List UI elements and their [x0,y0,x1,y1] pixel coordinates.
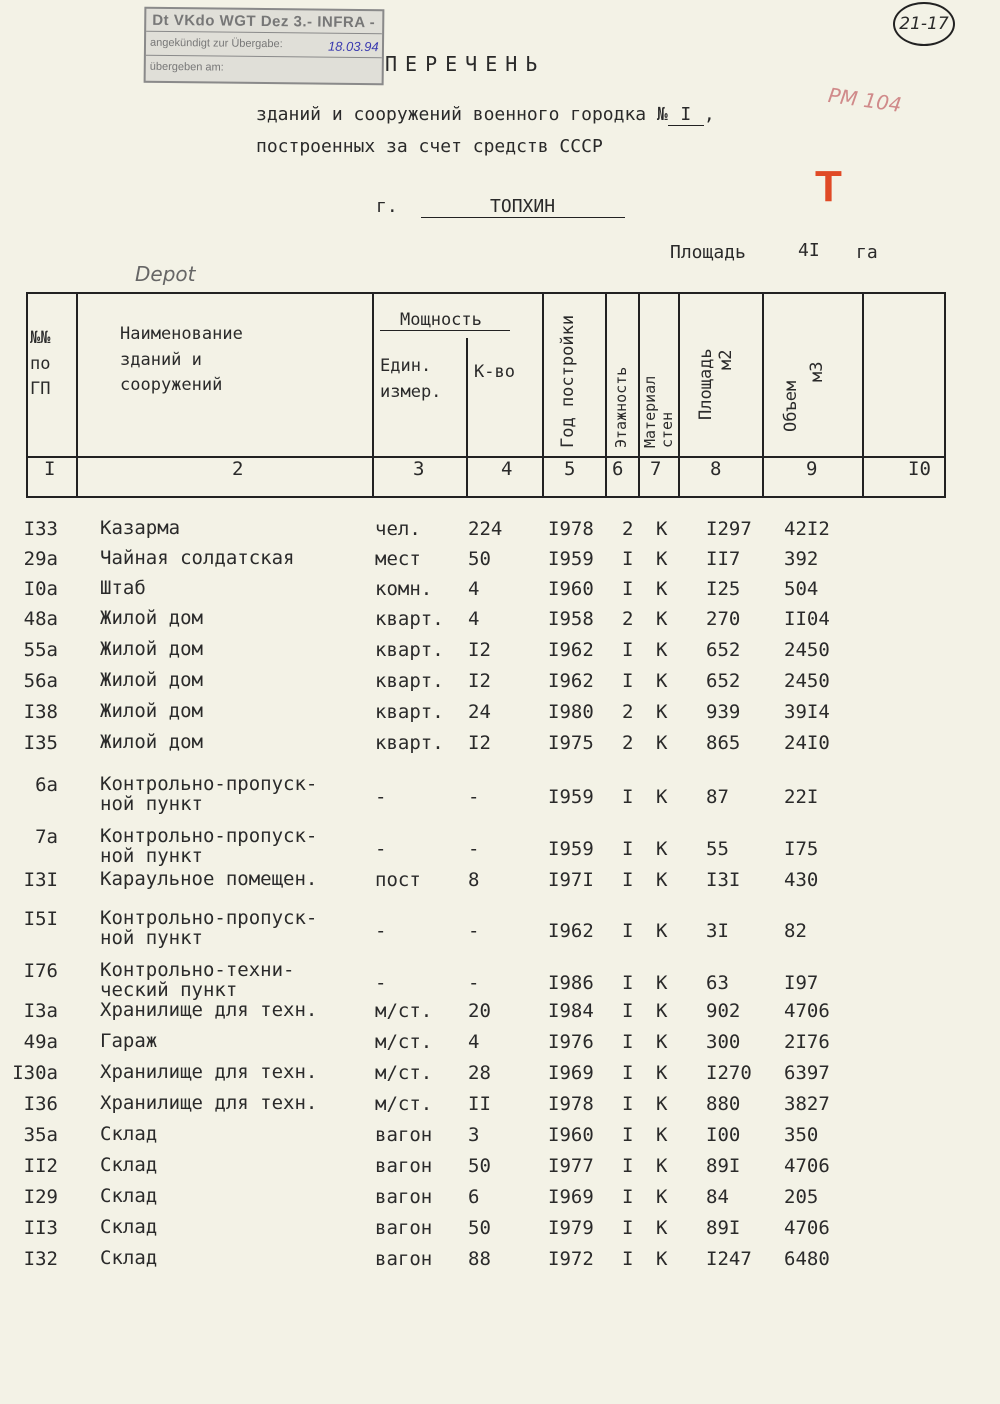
header-area-1: Площадь [696,348,716,420]
col-number: I [44,458,56,480]
cell-gp: 7а [35,826,58,848]
cell-area: I297 [706,518,752,540]
cell-material: К [656,838,668,860]
cell-gp: I30а [12,1062,58,1084]
cell-qty: 28 [468,1062,491,1084]
cell-qty: 6 [468,1186,480,1208]
cell-qty: 3 [468,1124,480,1146]
cell-name: Гараж [100,1030,158,1052]
cell-material: К [656,1000,668,1022]
cell-year: I969 [548,1186,594,1208]
cell-volume: 2450 [784,639,830,661]
cell-area: I270 [706,1062,752,1084]
cell-year: I980 [548,701,594,723]
cell-floors: I [622,838,634,860]
cell-name: Жилой дом [100,607,203,629]
cell-volume: 205 [784,1186,819,1208]
cell-area: 865 [706,732,741,754]
cell-unit: - [375,786,387,808]
document-title: ПЕРЕЧЕНЬ [385,52,546,76]
cell-name: Хранилище для техн. [100,1092,318,1114]
cell-unit: - [375,920,387,942]
cell-area: 3I [706,920,729,942]
cell-year: I984 [548,1000,594,1022]
cell-material: К [656,670,668,692]
cell-floors: I [622,1124,634,1146]
cell-gp: I38 [23,701,58,723]
cell-area: 89I [706,1217,741,1239]
area-value: 4I [798,240,820,261]
cell-volume: 6397 [784,1062,830,1084]
cell-area: I25 [706,578,741,600]
cell-gp: II3 [23,1217,58,1239]
cell-year: I97I [548,869,594,891]
cell-qty: 224 [468,518,503,540]
cell-material: К [656,518,668,540]
cell-volume: 3827 [784,1093,830,1115]
cell-qty: - [468,972,480,994]
col-number: 6 [612,458,624,480]
pencil-note: PM 104 [826,82,904,118]
cell-year: I960 [548,578,594,600]
cell-unit: мест [375,548,421,570]
header-qty: К-во [474,362,515,382]
cell-unit: м/ст. [375,1062,433,1084]
cell-area: 89I [706,1155,741,1177]
cell-unit: кварт. [375,732,444,754]
header-unit-1: Един. [380,356,432,376]
cell-unit: кварт. [375,639,444,661]
cell-unit: м/ст. [375,1000,433,1022]
cell-name: Жилой дом [100,731,203,753]
cell-unit: - [375,838,387,860]
cell-unit: вагон [375,1217,433,1239]
city-prefix: г. [376,196,398,217]
cell-unit: вагон [375,1248,433,1270]
cell-area: 63 [706,972,729,994]
cell-area: 939 [706,701,741,723]
cell-floors: 2 [622,518,634,540]
cell-qty: I2 [468,732,491,754]
cell-floors: I [622,548,634,570]
cell-material: К [656,548,668,570]
archive-stamp [144,7,385,86]
cell-area: 270 [706,608,741,630]
header-wall [642,376,676,448]
cell-qty: 24 [468,701,491,723]
area-unit: га [856,242,878,263]
cell-area: 652 [706,639,741,661]
cell-gp: I0а [23,578,58,600]
cell-unit: комн. [375,578,433,600]
page-number: 21-17 [893,2,955,46]
cell-year: I978 [548,518,594,540]
cell-floors: I [622,1000,634,1022]
cell-material: К [656,732,668,754]
cell-floors: 2 [622,701,634,723]
cell-unit: вагон [375,1155,433,1177]
cell-qty: - [468,786,480,808]
cell-name: Караульное помещен. [100,868,318,890]
cell-name: Контрольно-пропуск- ной пункт [100,907,318,949]
header-volume-1: Объем [781,380,801,432]
cell-name: Чайная солдатская [100,547,295,569]
cell-year: I962 [548,920,594,942]
cell-unit: - [375,972,387,994]
cell-qty: 4 [468,608,480,630]
cell-volume: 6480 [784,1248,830,1270]
cell-area: 652 [706,670,741,692]
cell-gp: 35а [23,1124,58,1146]
col-number: 9 [806,458,818,480]
cell-floors: I [622,1217,634,1239]
header-capacity: Мощность [400,310,482,330]
cell-area: 902 [706,1000,741,1022]
cell-material: К [656,608,668,630]
cell-qty: 4 [468,578,480,600]
cell-unit: кварт. [375,701,444,723]
cell-unit: вагон [375,1186,433,1208]
cell-name: Хранилище для техн. [100,1061,318,1083]
cell-name: Жилой дом [100,669,203,691]
cell-name: Склад [100,1216,158,1238]
cell-name: Склад [100,1154,158,1176]
cell-gp: 48а [23,608,58,630]
cell-floors: I [622,869,634,891]
cell-floors: I [622,1062,634,1084]
header-area [696,348,736,420]
cell-unit: кварт. [375,670,444,692]
col-number: 4 [501,458,513,480]
cell-qty: 50 [468,548,491,570]
cell-gp: I33 [23,518,58,540]
cell-year: I972 [548,1248,594,1270]
cell-area: 300 [706,1031,741,1053]
cell-qty: 50 [468,1217,491,1239]
cell-qty: II [468,1093,491,1115]
cell-volume: I75 [784,838,819,860]
cell-year: I959 [548,548,594,570]
cell-gp: 6а [35,774,58,796]
cell-volume: 504 [784,578,819,600]
cell-area: I00 [706,1124,741,1146]
cell-volume: 430 [784,869,819,891]
cell-gp: I76 [23,960,58,982]
header-volume-2: м3 [807,361,827,382]
cell-volume: 350 [784,1124,819,1146]
cell-year: I960 [548,1124,594,1146]
header-wall-1: Материал [641,375,659,448]
col-number: 3 [413,458,425,480]
cell-qty: I2 [468,639,491,661]
cell-area: II7 [706,548,741,570]
cell-area: 87 [706,786,729,808]
cell-material: К [656,1248,668,1270]
cell-unit: пост [375,869,421,891]
cell-name: Контрольно-техни- ческий пункт [100,959,295,1001]
col-number: 7 [650,458,662,480]
cell-volume: 4706 [784,1155,830,1177]
header-unit [380,354,441,405]
cell-unit: м/ст. [375,1031,433,1053]
city-line [376,196,625,218]
cell-name: Контрольно-пропуск- ной пункт [100,825,318,867]
cell-year: I958 [548,608,594,630]
col-number: I0 [908,458,931,480]
cell-year: I959 [548,786,594,808]
cell-material: К [656,701,668,723]
cell-gp: I32 [23,1248,58,1270]
area-label: Площадь [670,242,746,263]
cell-unit: кварт. [375,608,444,630]
cell-material: К [656,1217,668,1239]
cell-qty: 88 [468,1248,491,1270]
cell-name: Жилой дом [100,700,203,722]
cell-material: К [656,786,668,808]
cell-name: Штаб [100,577,146,599]
stamp-line2-label: angekündigt zur Übergabe: [149,36,283,51]
header-name-1: Наименование [120,324,243,344]
cell-qty: 4 [468,1031,480,1053]
cell-gp: I3I [23,869,58,891]
cell-material: К [656,639,668,661]
cell-floors: I [622,639,634,661]
cell-floors: I [622,1031,634,1053]
cell-qty: 8 [468,869,480,891]
garrison-number: I [668,104,704,126]
cell-gp: 55а [23,639,58,661]
cell-volume: 82 [784,920,807,942]
header-area-2: м2 [716,349,736,370]
cell-area: I247 [706,1248,752,1270]
cell-material: К [656,869,668,891]
stamp-line3-label: übergeben am: [149,60,224,74]
subtitle-text: зданий и сооружений военного городка № [256,104,668,125]
cell-name: Склад [100,1185,158,1207]
cell-year: I962 [548,639,594,661]
cell-area: 55 [706,838,729,860]
cell-material: К [656,578,668,600]
cell-material: К [656,1186,668,1208]
header-num [30,326,50,403]
cell-year: I969 [548,1062,594,1084]
cell-qty: 20 [468,1000,491,1022]
cell-qty: - [468,838,480,860]
cell-unit: вагон [375,1124,433,1146]
cell-area: I3I [706,869,741,891]
cell-floors: I [622,1248,634,1270]
cell-name: Контрольно-пропуск- ной пункт [100,773,318,815]
cell-material: К [656,1093,668,1115]
cell-floors: 2 [622,608,634,630]
header-floors: Этажность [612,366,630,448]
cell-material: К [656,1062,668,1084]
handwritten-note: Depot [135,262,196,286]
header-num-1: №№ [30,328,51,348]
cell-area: 880 [706,1093,741,1115]
cell-floors: I [622,920,634,942]
cell-area: 84 [706,1186,729,1208]
city-name: ТОПХИН [421,196,625,218]
cell-volume: 2I76 [784,1031,830,1053]
cell-floors: I [622,972,634,994]
cell-volume: 24I0 [784,732,830,754]
header-unit-2: измер. [380,381,442,402]
cell-volume: 2450 [784,670,830,692]
cell-qty: 50 [468,1155,491,1177]
header-num-2: по [30,353,51,374]
stamp-line1: Dt VKdo WGT Dez 3.- INFRA - [152,11,376,32]
cell-qty: I2 [468,670,491,692]
cell-floors: I [622,670,634,692]
cell-name: Склад [100,1247,158,1269]
cell-gp: II2 [23,1155,58,1177]
cell-material: К [656,1031,668,1053]
cell-unit: м/ст. [375,1093,433,1115]
cell-qty: - [468,920,480,942]
header-wall-2: стен [658,411,676,448]
cell-gp: I29 [23,1186,58,1208]
cell-gp: I3а [23,1000,58,1022]
cell-gp: I35 [23,732,58,754]
stamp-line2-value: 18.03.94 [327,38,379,55]
header-name-2: зданий и [120,349,202,370]
red-mark: T [815,162,842,211]
cell-volume: 39I4 [784,701,830,723]
cell-volume: 42I2 [784,518,830,540]
cell-year: I978 [548,1093,594,1115]
cell-floors: I [622,1186,634,1208]
cell-year: I962 [548,670,594,692]
cell-gp: 49а [23,1031,58,1053]
cell-gp: I36 [23,1093,58,1115]
cell-floors: I [622,1155,634,1177]
cell-floors: I [622,786,634,808]
header-num-3: ГП [30,379,51,399]
header-year: Год постройки [558,314,578,448]
cell-name: Склад [100,1123,158,1145]
cell-volume: 4706 [784,1000,830,1022]
cell-material: К [656,1155,668,1177]
cell-volume: I97 [784,972,819,994]
cell-year: I975 [548,732,594,754]
cell-year: I979 [548,1217,594,1239]
cell-volume: 4706 [784,1217,830,1239]
cell-floors: I [622,1093,634,1115]
cell-volume: II04 [784,608,830,630]
cell-year: I977 [548,1155,594,1177]
subtitle-line1: зданий и сооружений военного городка № I , [256,104,715,125]
cell-unit: чел. [375,518,421,540]
cell-name: Хранилище для техн. [100,999,318,1021]
cell-volume: 22I [784,786,819,808]
cell-year: I986 [548,972,594,994]
cell-floors: I [622,578,634,600]
subtitle-line2: построенных за счет средств СССР [256,136,603,157]
cell-gp: 29а [23,548,58,570]
cell-material: К [656,1124,668,1146]
cell-floors: 2 [622,732,634,754]
header-name-3: сооружений [120,375,223,395]
cell-name: Казарма [100,517,181,539]
cell-volume: 392 [784,548,819,570]
cell-gp: I5I [23,908,58,930]
col-number: 2 [232,458,244,480]
cell-gp: 56а [23,670,58,692]
col-number: 8 [710,458,722,480]
col-number: 5 [564,458,576,480]
cell-year: I959 [548,838,594,860]
cell-name: Жилой дом [100,638,203,660]
cell-year: I976 [548,1031,594,1053]
cell-material: К [656,920,668,942]
header-volume [778,362,830,432]
cell-material: К [656,972,668,994]
header-name [120,322,243,399]
